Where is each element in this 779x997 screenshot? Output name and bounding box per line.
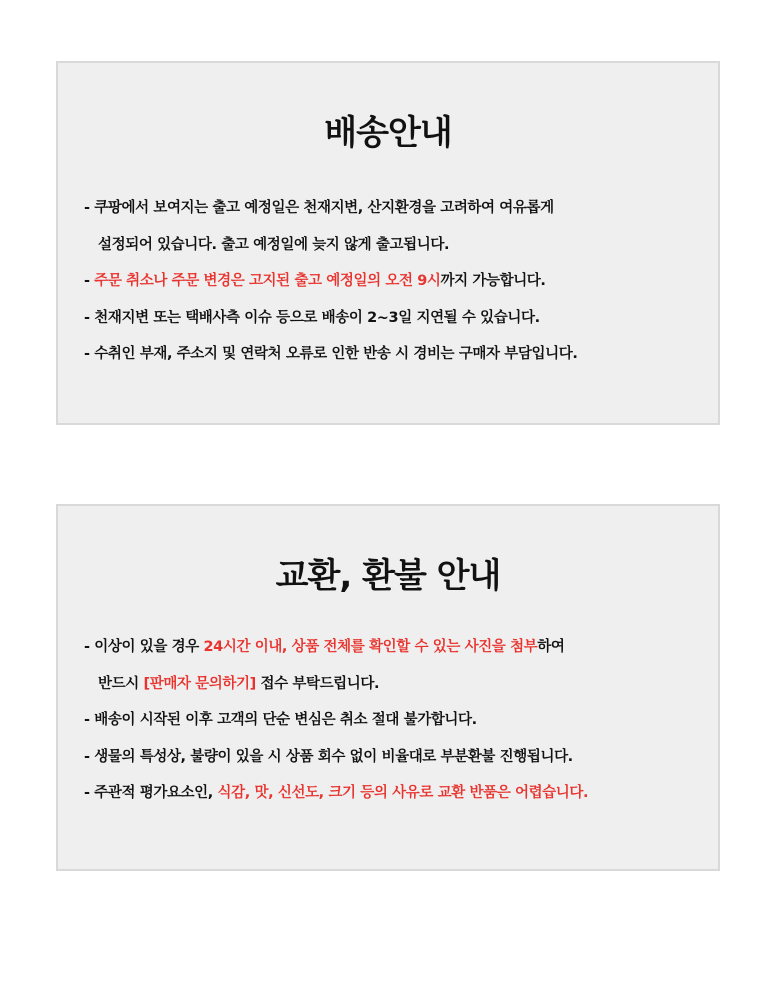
info-text: - 쿠팡에서 보여지는 출고 예정일은 천재지변, 산지환경을 고려하여 여유롭게 xyxy=(84,200,554,216)
info-line xyxy=(84,272,708,309)
highlight-text: 식감, 맛, 신선도, 크기 등의 사유로 교환 반품은 어렵습니다. xyxy=(217,785,589,801)
info-line xyxy=(84,345,708,382)
info-line xyxy=(84,309,708,346)
info-text: - 이상이 있을 경우 xyxy=(84,639,204,655)
info-text: - 수취인 부재, 주소지 및 연락처 오류로 인한 반송 시 경비는 구매자 부담입니다. xyxy=(84,346,578,362)
info-line xyxy=(84,711,708,748)
info-line xyxy=(84,638,708,675)
info-text: 반드시 xyxy=(98,675,144,692)
exchange-refund-list xyxy=(84,638,708,821)
info-line xyxy=(84,675,708,712)
info-text: - 주관적 평가요소인, xyxy=(84,785,218,801)
info-line xyxy=(84,199,708,236)
info-line xyxy=(84,748,708,785)
info-text: - 생물의 특성상, 불량이 있을 시 상품 회수 없이 비율대로 부분환불 진행됩니다. xyxy=(84,748,573,765)
highlight-text: 24시간 이내, 상품 전체를 확인할 수 있는 사진을 첨부 xyxy=(203,639,538,655)
delivery-info-panel xyxy=(56,61,720,425)
info-text: 접수 부탁드립니다. xyxy=(255,675,380,692)
exchange-refund-panel xyxy=(56,504,720,871)
delivery-info-list xyxy=(84,199,708,382)
info-line xyxy=(84,784,708,821)
highlight-text: 주문 취소나 주문 변경은 고지된 출고 예정일의 오전 9시 xyxy=(94,273,441,289)
info-text: 설정되어 있습니다. 출고 예정일에 늦지 않게 출고됩니다. xyxy=(98,236,450,253)
exchange-refund-title: 교환, 환불 안내 xyxy=(275,556,501,596)
delivery-info-title: 배송안내 xyxy=(324,113,452,153)
info-text: - 배송이 시작된 이후 고객의 단순 변심은 취소 절대 불가합니다. xyxy=(84,712,477,728)
info-text: 하여 xyxy=(537,639,565,655)
info-text: - xyxy=(84,273,95,289)
info-line xyxy=(84,236,708,273)
info-text: - 천재지변 또는 택배사측 이슈 등으로 배송이 2~3일 지연될 수 있습니다. xyxy=(84,309,540,326)
info-text: 까지 가능합니다. xyxy=(440,273,546,289)
highlight-text: [판매자 문의하기] xyxy=(143,675,256,692)
